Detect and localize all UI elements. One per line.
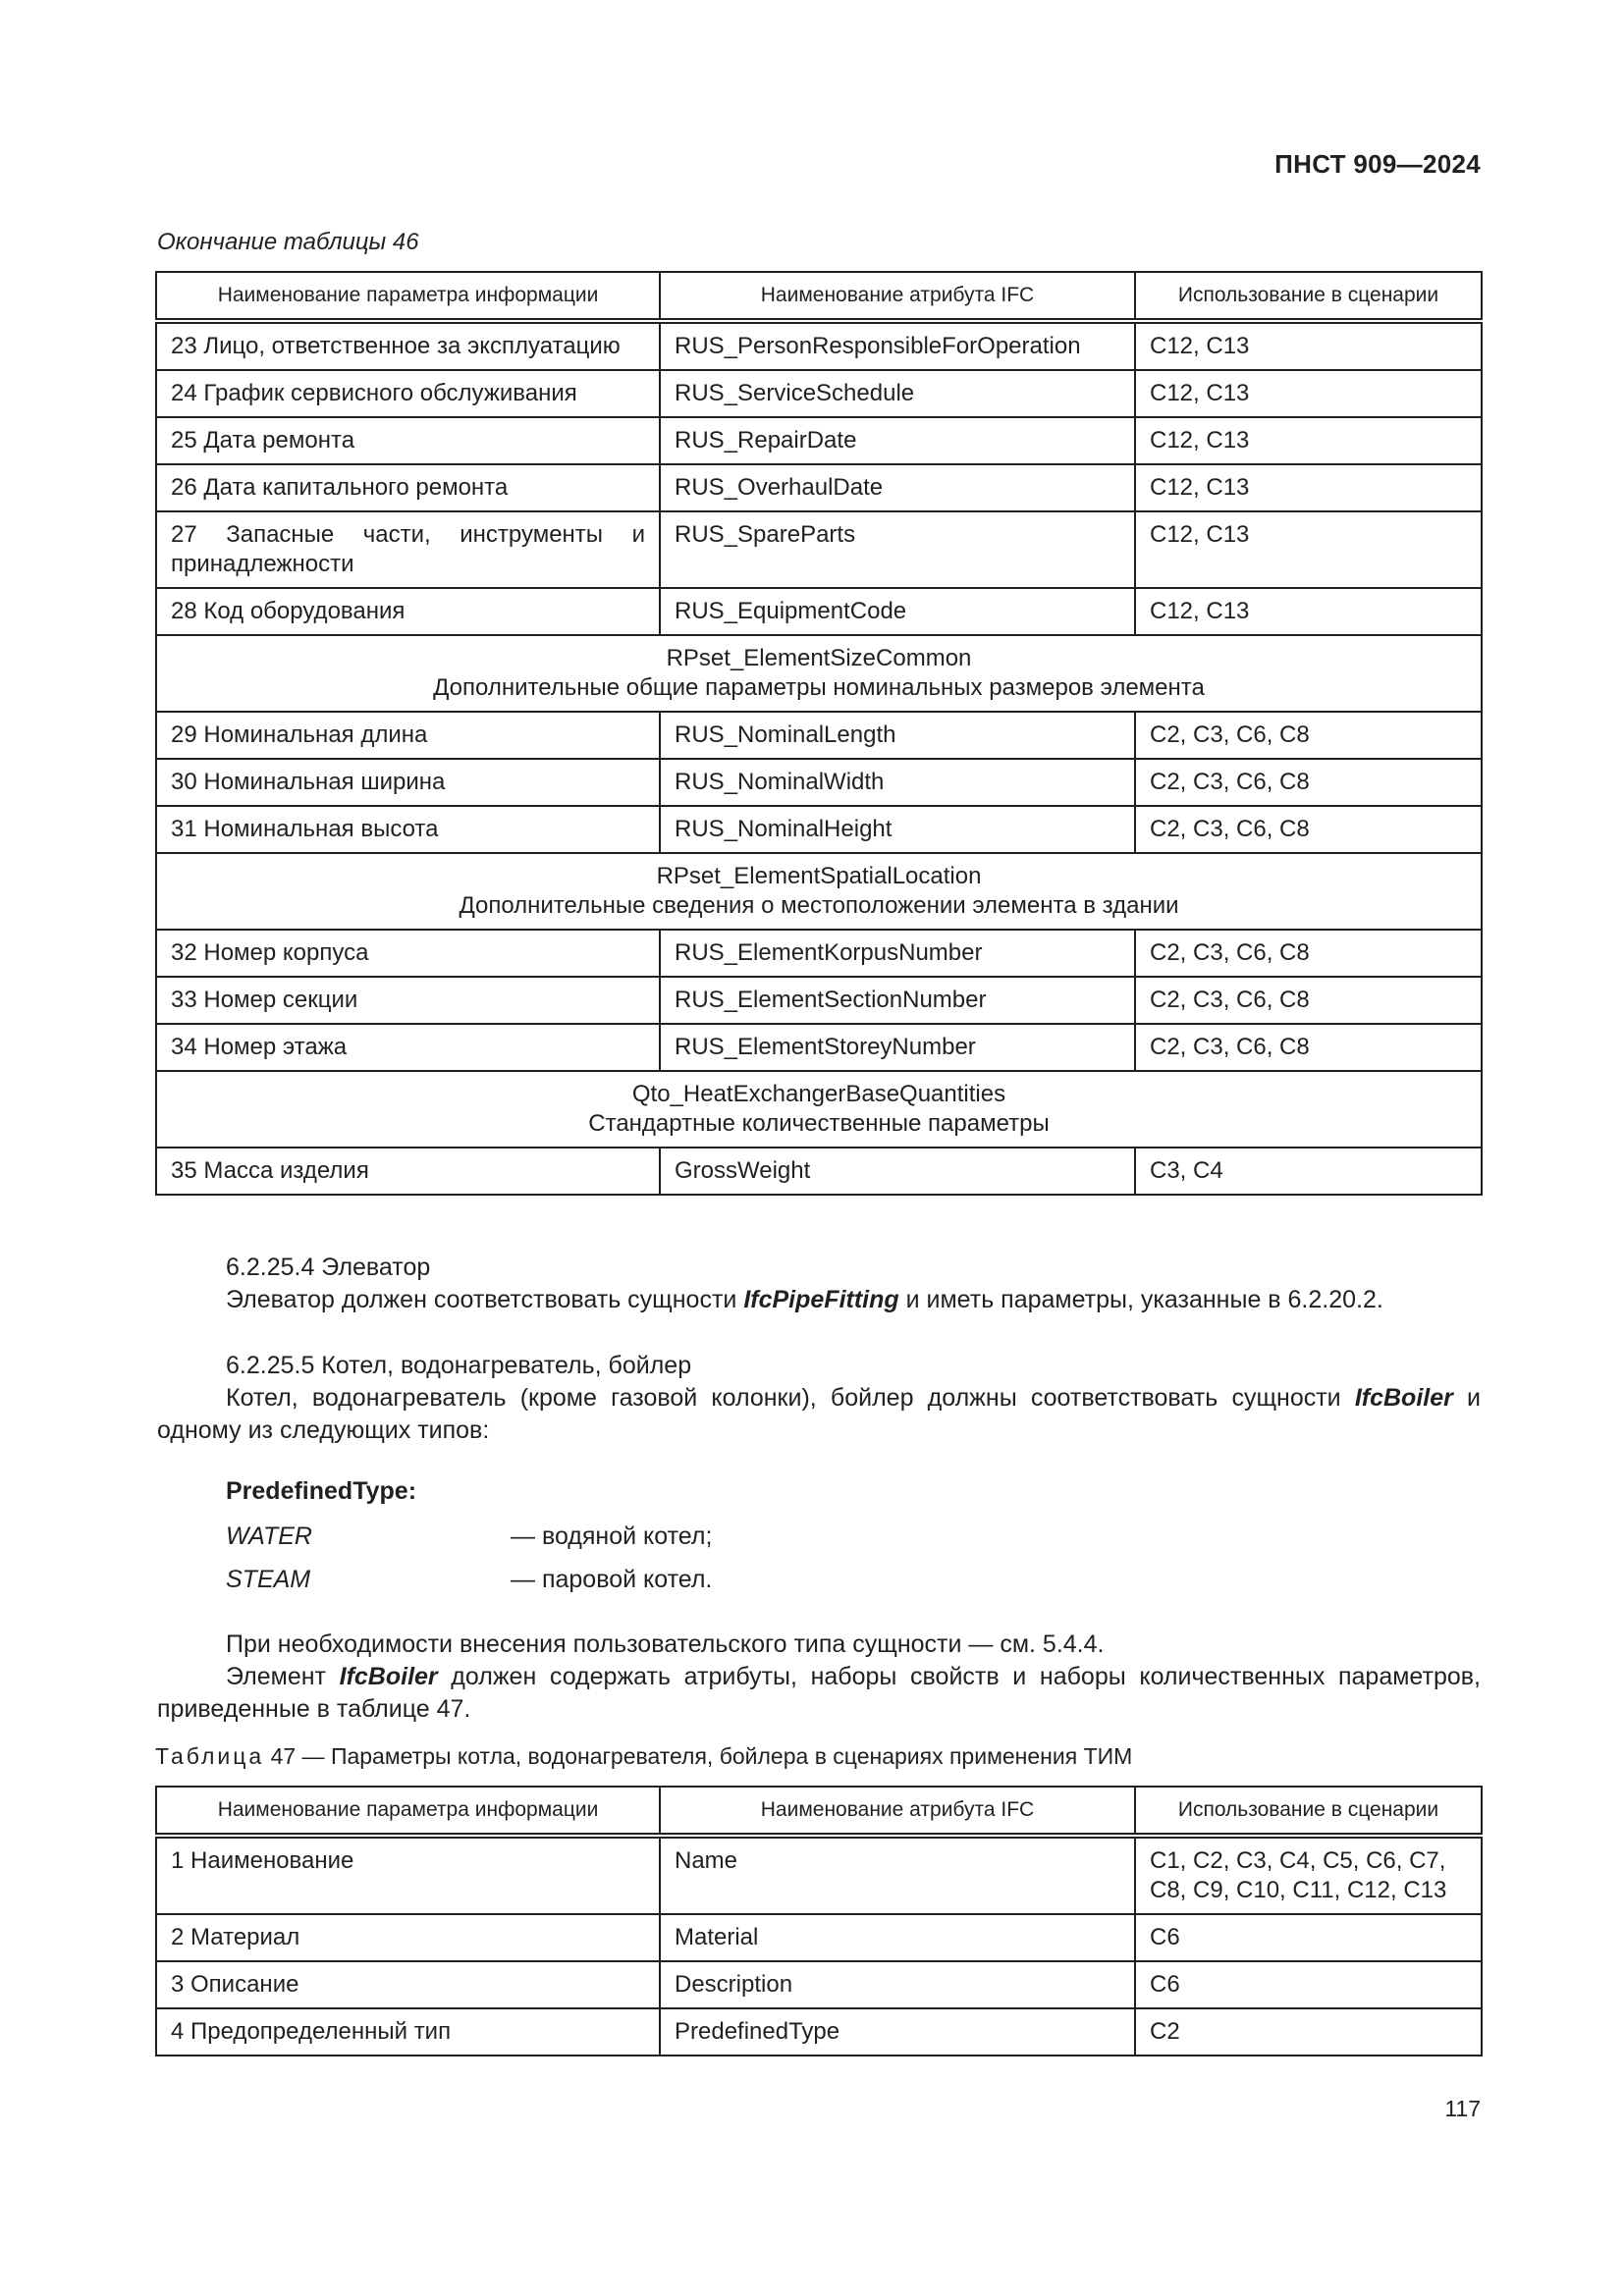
table-caption-text: 47 — Параметры котла, водонагревателя, бойлера в сценариях применения ТИМ [264, 1743, 1133, 1769]
section-elevator-paragraph [157, 1284, 1481, 1316]
cell-parameter: 32 Номер корпуса [156, 930, 660, 977]
table-group-row [156, 635, 1482, 712]
cell-scenario-usage: C12, C13 [1135, 321, 1482, 370]
cell-scenario-usage: C1, C2, C3, C4, C5, C6, C7, C8, C9, C10, C11, C12, C13 [1135, 1836, 1482, 1914]
paragraph-text: Элеватор должен соответствовать сущности [226, 1286, 744, 1313]
element-paragraph [157, 1661, 1481, 1726]
table-46-continuation-caption: Окончание таблицы 46 [157, 229, 419, 255]
paragraph-text: и иметь параметры, указанные в 6.2.20.2. [898, 1286, 1383, 1313]
table-47-caption [155, 1743, 1132, 1770]
cell-ifc-attribute: RUS_NominalHeight [660, 806, 1135, 853]
cell-ifc-attribute: RUS_ElementKorpusNumber [660, 930, 1135, 977]
paragraph-text: Котел, водонагреватель (кроме газовой колонки), бойлер должны соответствовать сущности [226, 1384, 1355, 1412]
cell-ifc-attribute: RUS_RepairDate [660, 417, 1135, 464]
cell-ifc-attribute: RUS_ServiceSchedule [660, 370, 1135, 417]
table-row [156, 1836, 1482, 1914]
paragraph-text: и одному из следующих типов: [157, 1384, 1481, 1444]
cell-scenario-usage: C2, C3, C6, C8 [1135, 759, 1482, 806]
group-cell-heat-exchanger-quantities [156, 1071, 1482, 1148]
table-row [156, 370, 1482, 417]
ifc-entity-name: IfcBoiler [1354, 1384, 1453, 1412]
table-row [156, 321, 1482, 370]
cell-scenario-usage: C6 [1135, 1914, 1482, 1961]
column-header-ifc-attribute: Наименование атрибута IFC [660, 1787, 1135, 1836]
cell-scenario-usage: C2, C3, C6, C8 [1135, 977, 1482, 1024]
cell-parameter: 26 Дата капитального ремонта [156, 464, 660, 511]
custom-type-note: При необходимости внесения пользовательского типа сущности — см. 5.4.4. [226, 1630, 1105, 1658]
ifc-entity-name: IfcPipeFitting [743, 1286, 899, 1313]
cell-parameter: 29 Номинальная длина [156, 712, 660, 759]
cell-scenario-usage: C2, C3, C6, C8 [1135, 1024, 1482, 1071]
group-code: RPset_ElementSizeCommon [666, 645, 972, 671]
cell-scenario-usage: C2, C3, C6, C8 [1135, 930, 1482, 977]
cell-scenario-usage: C12, C13 [1135, 417, 1482, 464]
cell-ifc-attribute: Name [660, 1836, 1135, 1914]
predefined-type-key: STEAM [226, 1566, 311, 1593]
cell-ifc-attribute: Material [660, 1914, 1135, 1961]
table-row [156, 806, 1482, 853]
table-row [156, 511, 1482, 588]
column-header-scenario-usage: Использование в сценарии [1135, 272, 1482, 321]
table-row [156, 2008, 1482, 2056]
cell-ifc-attribute: RUS_SpareParts [660, 511, 1135, 588]
table-47 [155, 1786, 1483, 2056]
section-boiler-paragraph [157, 1382, 1481, 1447]
cell-parameter: 1 Наименование [156, 1836, 660, 1914]
cell-ifc-attribute: Description [660, 1961, 1135, 2008]
table-row [156, 464, 1482, 511]
cell-parameter: 28 Код оборудования [156, 588, 660, 635]
cell-parameter: 27 Запасные части, инструменты и принадлежности [156, 511, 660, 588]
table-group-row [156, 853, 1482, 930]
cell-ifc-attribute: RUS_ElementStoreyNumber [660, 1024, 1135, 1071]
paragraph-text: Элемент [226, 1663, 340, 1690]
cell-parameter: 34 Номер этажа [156, 1024, 660, 1071]
cell-parameter: 23 Лицо, ответственное за эксплуатацию [156, 321, 660, 370]
cell-ifc-attribute: RUS_EquipmentCode [660, 588, 1135, 635]
table-row [156, 417, 1482, 464]
ifc-entity-name: IfcBoiler [339, 1663, 438, 1690]
group-title: Стандартные количественные параметры [588, 1110, 1050, 1137]
cell-parameter: 35 Масса изделия [156, 1148, 660, 1195]
cell-ifc-attribute: RUS_OverhaulDate [660, 464, 1135, 511]
cell-parameter: 31 Номинальная высота [156, 806, 660, 853]
cell-ifc-attribute: RUS_NominalWidth [660, 759, 1135, 806]
cell-parameter: 30 Номинальная ширина [156, 759, 660, 806]
predefined-type-item [226, 1564, 712, 1596]
group-cell-element-spatial-location [156, 853, 1482, 930]
predefined-type-label: PredefinedType: [226, 1477, 417, 1505]
paragraph-text: должен содержать атрибуты, наборы свойств и наборы количественных параметров, приведенные в таблице 47. [157, 1663, 1481, 1723]
table-row [156, 712, 1482, 759]
cell-ifc-attribute: RUS_NominalLength [660, 712, 1135, 759]
column-header-parameter: Наименование параметра информации [156, 272, 660, 321]
section-boiler-heading: 6.2.25.5 Котел, водонагреватель, бойлер [226, 1352, 692, 1379]
cell-parameter: 3 Описание [156, 1961, 660, 2008]
table-row [156, 759, 1482, 806]
table-row [156, 1961, 1482, 2008]
cell-ifc-attribute: GrossWeight [660, 1148, 1135, 1195]
cell-scenario-usage: C12, C13 [1135, 370, 1482, 417]
table-row [156, 1024, 1482, 1071]
page-number: 117 [1444, 2096, 1481, 2121]
document-code: ПНСТ 909—2024 [1274, 149, 1481, 179]
table-46 [155, 271, 1483, 1196]
table-header-row [156, 272, 1482, 321]
column-header-parameter: Наименование параметра информации [156, 1787, 660, 1836]
cell-parameter: 24 График сервисного обслуживания [156, 370, 660, 417]
cell-scenario-usage: C2, C3, C6, C8 [1135, 806, 1482, 853]
predefined-type-desc: — водяной котел; [511, 1522, 713, 1550]
group-title: Дополнительные общие параметры номинальных размеров элемента [433, 674, 1205, 701]
cell-scenario-usage: C12, C13 [1135, 511, 1482, 588]
table-row [156, 1148, 1482, 1195]
table-caption-label: Таблица [155, 1743, 265, 1769]
cell-scenario-usage: C2 [1135, 2008, 1482, 2056]
group-code: Qto_HeatExchangerBaseQuantities [631, 1081, 1006, 1107]
cell-scenario-usage: C3, C4 [1135, 1148, 1482, 1195]
section-elevator-heading: 6.2.25.4 Элеватор [226, 1254, 431, 1281]
cell-ifc-attribute: RUS_PersonResponsibleForOperation [660, 321, 1135, 370]
cell-parameter: 25 Дата ремонта [156, 417, 660, 464]
column-header-scenario-usage: Использование в сценарии [1135, 1787, 1482, 1836]
cell-parameter: 4 Предопределенный тип [156, 2008, 660, 2056]
table-row [156, 1914, 1482, 1961]
predefined-type-key: WATER [226, 1522, 312, 1550]
cell-parameter: 33 Номер секции [156, 977, 660, 1024]
predefined-type-desc: — паровой котел. [511, 1566, 713, 1593]
cell-scenario-usage: C12, C13 [1135, 588, 1482, 635]
table-row [156, 930, 1482, 977]
group-title: Дополнительные сведения о местоположении элемента в здании [459, 892, 1179, 919]
cell-ifc-attribute: PredefinedType [660, 2008, 1135, 2056]
column-header-ifc-attribute: Наименование атрибута IFC [660, 272, 1135, 321]
cell-parameter: 2 Материал [156, 1914, 660, 1961]
group-code: RPset_ElementSpatialLocation [656, 863, 982, 889]
cell-scenario-usage: C2, C3, C6, C8 [1135, 712, 1482, 759]
table-group-row [156, 1071, 1482, 1148]
cell-scenario-usage: C12, C13 [1135, 464, 1482, 511]
cell-ifc-attribute: RUS_ElementSectionNumber [660, 977, 1135, 1024]
table-header-row [156, 1787, 1482, 1836]
table-row [156, 588, 1482, 635]
cell-scenario-usage: C6 [1135, 1961, 1482, 2008]
group-cell-element-size-common [156, 635, 1482, 712]
predefined-type-item [226, 1521, 712, 1553]
table-row [156, 977, 1482, 1024]
